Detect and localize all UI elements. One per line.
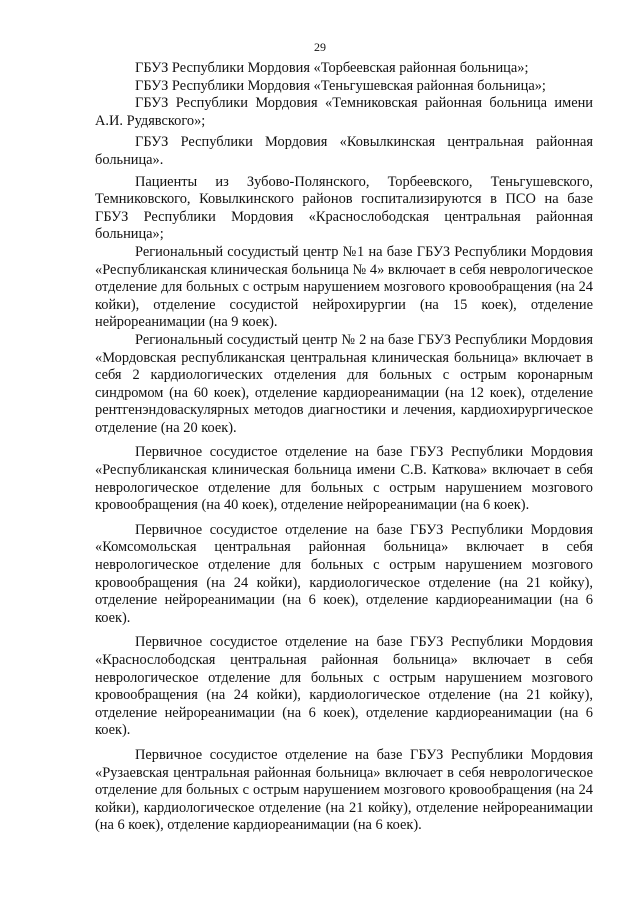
paragraph-hospital-torbeevo: ГБУЗ Республики Мордовия «Торбеевская районная больница»; xyxy=(135,60,529,76)
paragraph-pso-krasnoslobodsk: Первичное сосудистое отделение на базе ГБУЗ Республики Мордовия «Краснослободская центральная районная больница» включает в себя неврологическое отделение для больных с острым нарушением мозгового кровообращения (на 24 койки), кардиологическое отделение (на 21 койку), отделение нейрореанимации (на 6 коек), отделение кардиореанимации (на 6 коек). xyxy=(95,634,593,739)
paragraph-patients-routing: Пациенты из Зубово-Полянского, Торбеевского, Теньгушевского, Темниковского, Ковылкинского районов госпитализируются в ПСО на базе ГБУЗ Республики Мордовия «Краснослободская центральная районная больница»; xyxy=(95,173,593,243)
paragraph-pso-katkov: Первичное сосудистое отделение на базе ГБУЗ Республики Мордовия «Республиканская клиническая больница имени С.В. Каткова» включает в себя неврологическое отделение для больных с острым нарушением мозгового кровообращения (на 40 коек), отделение нейрореанимации (на 6 коек). xyxy=(95,444,593,514)
document-body xyxy=(95,60,593,835)
page-number: 29 xyxy=(314,40,326,54)
paragraph-regional-center-1: Региональный сосудистый центр №1 на базе ГБУЗ Республики Мордовия «Республиканская клиническая больница № 4» включает в себя неврологическое отделение для больных с острым нарушением мозгового кровообращения (на 24 койки), отделение сосудистой нейрохирургии (на 15 коек), отделение нейрореанимации (на 9 коек). xyxy=(95,243,593,331)
paragraph-pso-komsomolsky: Первичное сосудистое отделение на базе ГБУЗ Республики Мордовия «Комсомольская центральная районная больница» включает в себя неврологическое отделение для больных с острым нарушением мозгового кровообращения (на 24 койки), кардиологическое отделение (на 21 койку), отделение нейрореанимации (на 6 коек), отделение кардиореанимации (на 6 коек). xyxy=(95,521,593,626)
paragraph-regional-center-2: Региональный сосудистый центр № 2 на базе ГБУЗ Республики Мордовия «Мордовская республиканская центральная клиническая больница» включает в себя 2 кардиологических отделения для больных с острым коронарным синдромом (на 60 коек), отделение кардиореанимации (на 12 коек), отделение рентгенэндоваскулярных методов диагностики и лечения, кардиохирургическое отделение (на 20 коек). xyxy=(95,331,593,436)
paragraph-hospital-kovylkino: ГБУЗ Республики Мордовия «Ковылкинская центральная районная больница». xyxy=(95,134,593,168)
paragraph-pso-ruzaevka: Первичное сосудистое отделение на базе ГБУЗ Республики Мордовия «Рузаевская центральная районная больница» включает в себя неврологическое отделение для больных с острым нарушением мозгового кровообращения (на 24 койки), кардиологическое отделение (на 21 койку), отделение нейрореанимации (на 6 коек), отделение кардиореанимации (на 6 коек). xyxy=(95,746,593,834)
paragraph-hospital-temnikov: ГБУЗ Республики Мордовия «Темниковская районная больница имени А.И. Рудявского»; xyxy=(95,95,593,129)
paragraph-hospital-tengushevo: ГБУЗ Республики Мордовия «Теньгушевская районная больница»; xyxy=(135,77,546,94)
